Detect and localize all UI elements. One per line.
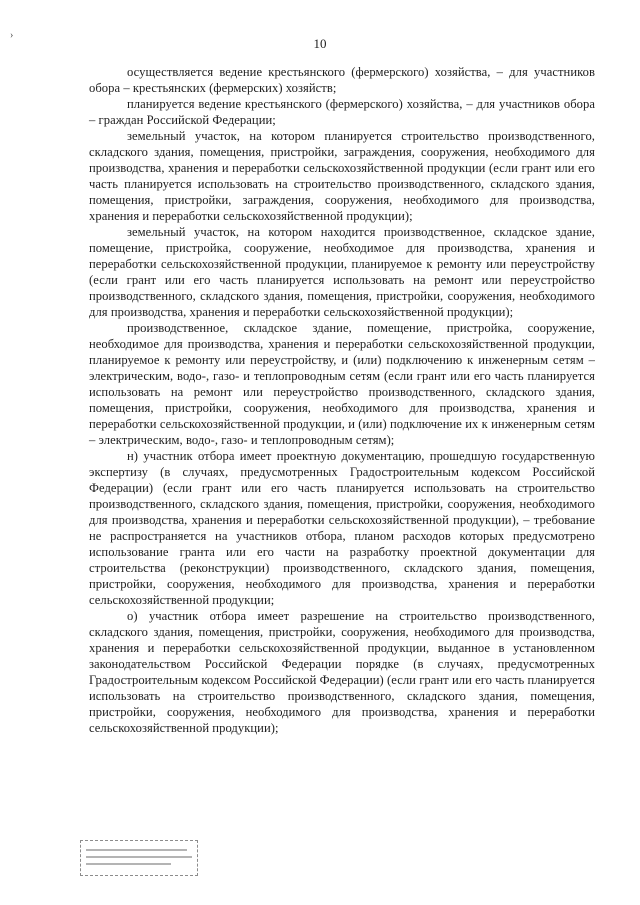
page-number: 10 [313,36,327,51]
paragraph: земельный участок, на котором планируется строительство производственного, складского здания, помещения, пристройки, заграждения, сооружения, необходимого для производства, хранения и переработки сельскохозяйственной продукции (если грант или его часть планируется использовать на строительство производственного, складского здания, помещения, пристройки, заграждения, сооружения, необходимого для производства, хранения и переработки сельскохозяйственной продукции); [89,129,595,223]
margin-mark: › [10,30,14,41]
paragraph: н) участник отбора имеет проектную документацию, прошедшую государственную экспертизу (в случаях, предусмотренных Градостроительным кодексом Российской Федерации) (если грант или его часть планируется использовать на строительство производственного, складского здания, помещения, пристройки, сооружения, необходимого для производства, хранения и переработки сельскохозяйственной продукции), – требование не распространяется на участников отбора, планом расходов которых предусмотрено использование гранта или его части на разработку проектной документации для строительства (реконструкции) производственного, складского здания, помещения, пристройки, сооружения, необходимого для производства, хранения и переработки сельскохозяйственной продукции; [89,449,595,607]
stamp-line [86,849,187,851]
paragraph: планируется ведение крестьянского (фермерского) хозяйства, – для участников обора – граждан Российской Федерации; [89,97,595,127]
stamp-line [86,863,171,865]
stamp-line [86,856,192,858]
registry-stamp [80,840,198,876]
body-text [89,64,595,736]
paragraph: осуществляется ведение крестьянского (фермерского) хозяйства, – для участников обора – крестьянских (фермерских) хозяйств; [89,65,595,95]
paragraph: о) участник отбора имеет разрешение на строительство производственного, складского здания, помещения, пристройки, сооружения, необходимого для производства, хранения и переработки сельскохозяйственной продукции, выданное в установленном законодательством Российской Федерации порядке (в случаях, предусмотренных Градостроительным кодексом Российской Федерации) (если грант или его часть планируется использовать на строительство производственного, складского здания, помещения, пристройки, сооружения, необходимого для производства, хранения и переработки сельскохозяйственной продукции); [89,609,595,735]
paragraph: земельный участок, на котором находится производственное, складское здание, помещение, пристройка, сооружение, необходимое для производства, хранения и переработки сельскохозяйственной продукции, планируемое к ремонту или переустройству (если грант или его часть планируется использовать на ремонт или переустройство производственного, складского здания, помещения, пристройки, сооружения, необходимого для производства, хранения и переработки сельскохозяйственной продукции); [89,225,595,319]
paragraph: производственное, складское здание, помещение, пристройка, сооружение, необходимое для производства, хранения и переработки сельскохозяйственной продукции, планируемое к ремонту или переустройству, и (или) подключению к инженерным сетям – электрическим, водо-, газо- и теплопроводным сетям (если грант или его часть планируется использовать на ремонт или переустройство производственного, складского здания, помещения, пристройки, сооружения, необходимого для производства, хранения и переработки сельскохозяйственной продукции, и (или) подключение их к инженерным сетям – электрическим, водо-, газо- и теплопроводным сетям); [89,321,595,447]
